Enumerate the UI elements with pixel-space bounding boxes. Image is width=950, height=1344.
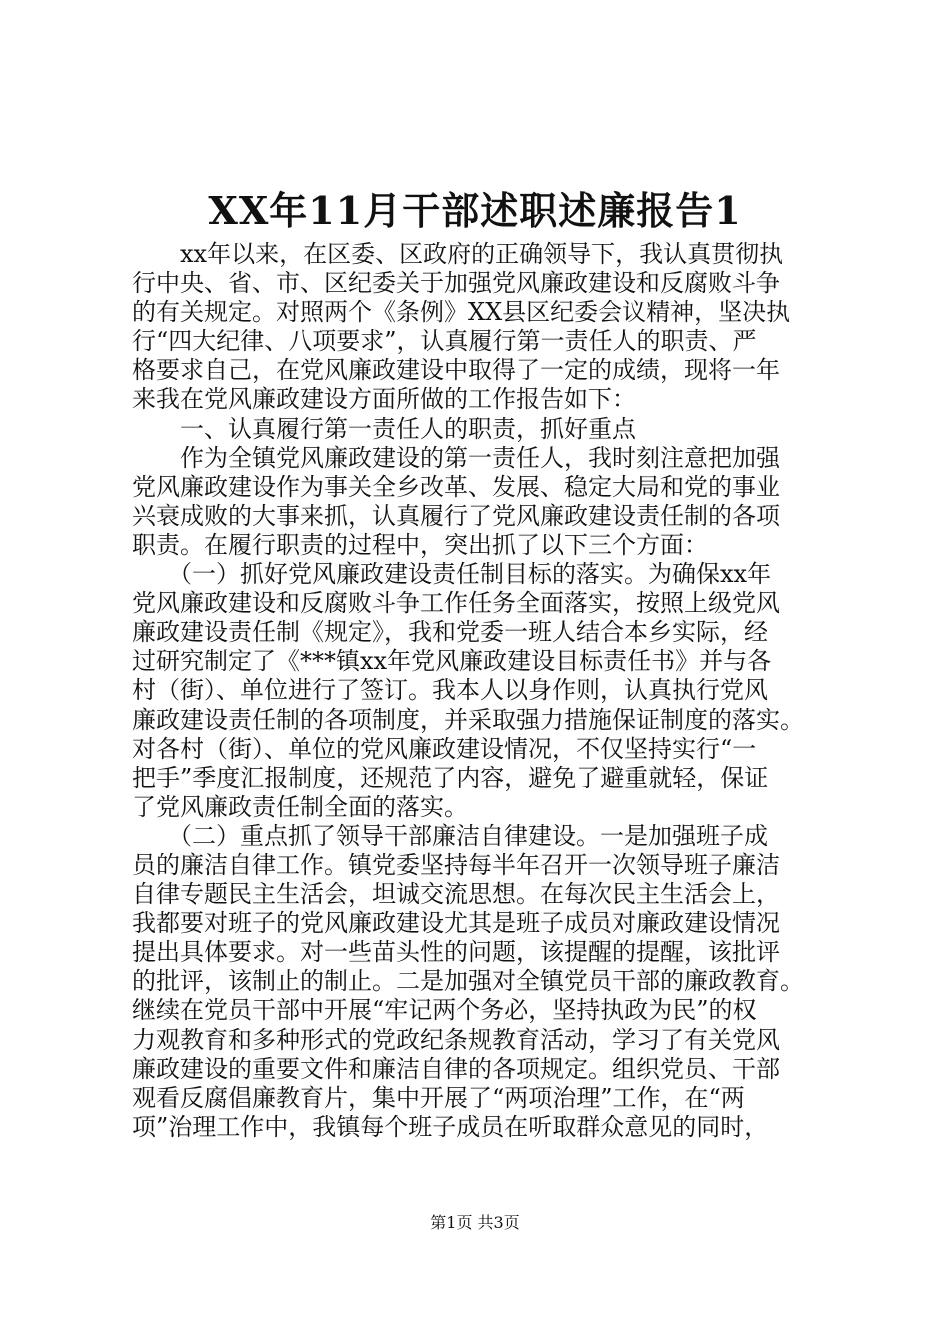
body-text-line: 廉政建设责任制《规定》，我和党委一班人结合本乡实际，经: [132, 618, 768, 647]
body-text-line: 对各村（街）、单位的党风廉政建设情况，不仅坚持实行“一: [132, 734, 757, 763]
body-text-line: 党风廉政建设和反腐败斗争工作任务全面落实，按照上级党风: [132, 589, 780, 618]
body-text-line: 继续在党员干部中开展“牢记两个务必，坚持执政为民”的权: [132, 996, 757, 1025]
body-text-line: 行“四大纪律、八项要求”，认真履行第一责任人的职责、严: [132, 327, 757, 356]
body-text-line: 提出具体要求。对一些苗头性的问题，该提醒的提醒，该批评: [132, 938, 780, 967]
body-text-line: 村（街）、单位进行了签订。我本人以身作则，认真执行党风: [132, 676, 768, 705]
body-text-line: 的批评，该制止的制止。二是加强对全镇党员干部的廉政教育。: [132, 967, 804, 996]
body-text-line: 行中央、省、市、区纪委关于加强党风廉政建设和反腐败斗争: [132, 269, 780, 298]
body-text-line: （二）重点抓了领导干部廉洁自律建设。一是加强班子成: [132, 821, 768, 850]
body-text-line: 项”治理工作中，我镇每个班子成员在听取群众意见的同时，: [132, 1112, 769, 1141]
body-text-line: 兴衰成败的大事来抓，认真履行了党风廉政建设责任制的各项: [132, 501, 780, 530]
body-text-line: 来我在党风廉政建设方面所做的工作报告如下：: [132, 385, 636, 414]
page-footer: 第1页 共3页: [430, 1213, 520, 1232]
body-text-line: 的有关规定。对照两个《条例》XX县区纪委会议精神，坚决执: [132, 298, 791, 327]
body-text-line: 廉政建设责任制的各项制度，并采取强力措施保证制度的落实。: [132, 705, 804, 734]
body-text-line: 格要求自己，在党风廉政建设中取得了一定的成绩，现将一年: [132, 356, 780, 385]
body-text-line: 一、认真履行第一责任人的职责，抓好重点: [132, 414, 636, 443]
body-text-line: 观看反腐倡廉教育片，集中开展了“两项治理”工作，在“两: [132, 1083, 745, 1112]
body-text-line: 员的廉洁自律工作。镇党委坚持每半年召开一次领导班子廉洁: [132, 850, 780, 879]
body-text-line: 党风廉政建设作为事关全乡改革、发展、稳定大局和党的事业: [132, 472, 780, 501]
body-text-line: 廉政建设的重要文件和廉洁自律的各项规定。组织党员、干部: [132, 1054, 780, 1083]
body-text-line: 职责。在履行职责的过程中，突出抓了以下三个方面：: [132, 530, 708, 559]
document-body: [132, 240, 872, 1142]
body-text-line: 过研究制定了《***镇xx年党风廉政建设目标责任书》并与各: [132, 647, 772, 676]
body-text-line: 作为全镇党风廉政建设的第一责任人，我时刻注意把加强: [132, 443, 780, 472]
body-text-line: 力观教育和多种形式的党政纪条规教育活动，学习了有关党风: [132, 1025, 780, 1054]
body-text-line: xx年以来，在区委、区政府的正确领导下，我认真贯彻执: [132, 240, 784, 268]
document-title: XX年11月干部述职述廉报告1: [208, 188, 742, 233]
body-text-line: 我都要对班子的党风廉政建设尤其是班子成员对廉政建设情况: [132, 909, 780, 938]
body-text-line: 了党风廉政责任制全面的落实。: [132, 792, 468, 821]
body-text-line: （一）抓好党风廉政建设责任制目标的落实。为确保xx年: [132, 560, 772, 589]
body-text-line: 把手”季度汇报制度，还规范了内容，避免了避重就轻，保证: [132, 763, 769, 792]
body-text-line: 自律专题民主生活会，坦诚交流思想。在每次民主生活会上，: [132, 880, 780, 909]
